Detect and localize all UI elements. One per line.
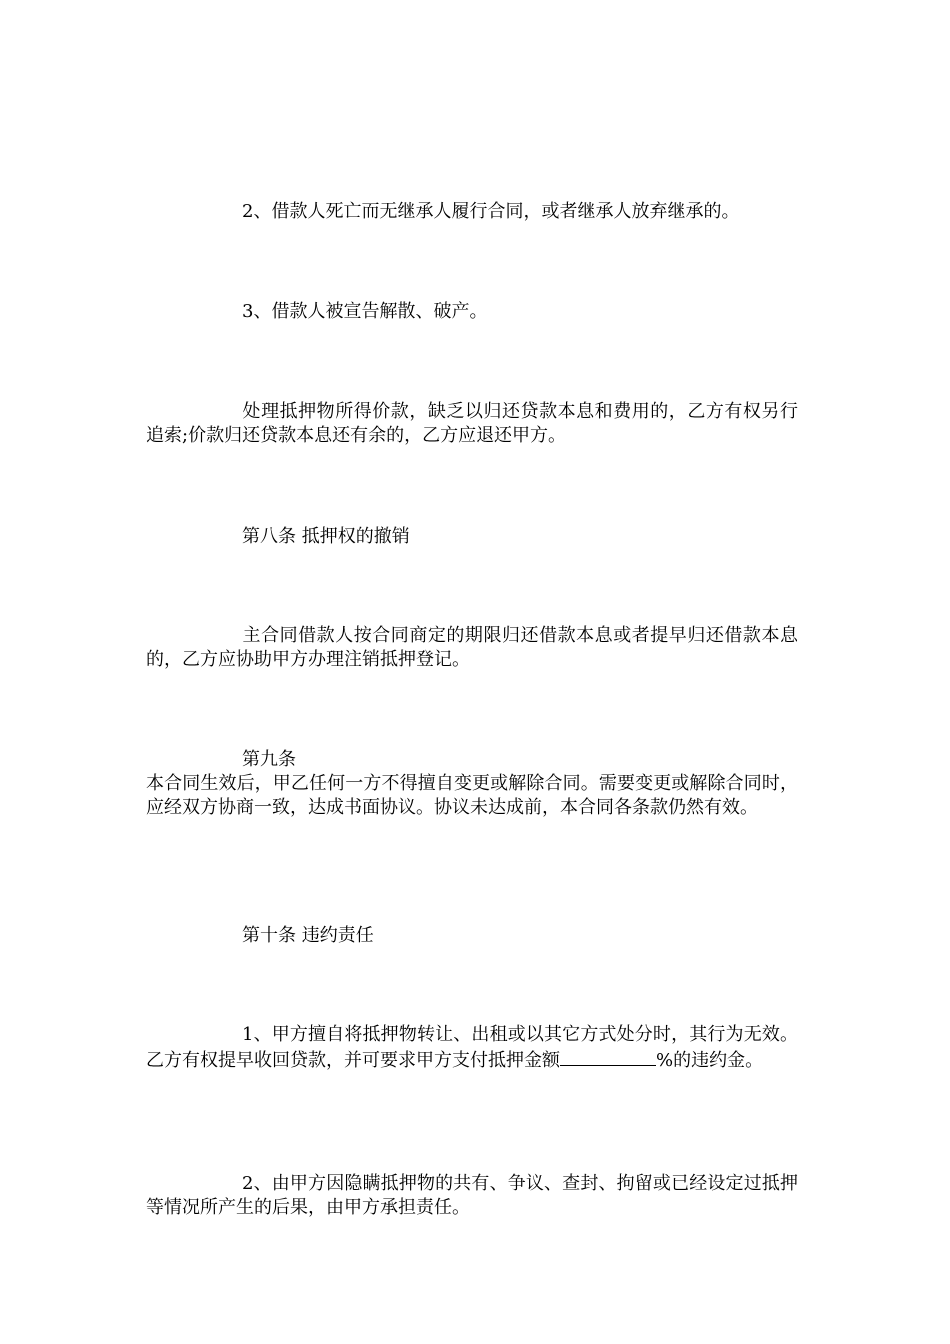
paragraph-dissolution: 3、借款人被宣告解散、破产。 (242, 301, 488, 322)
paragraph-concealment: 2、由甲方因隐瞒抵押物的共有、争议、查封、拘留或已经设定过抵押等情况所产生的后果，由甲方承担责任。 (146, 1173, 798, 1218)
paragraph-cancel-registration: 主合同借款人按合同商定的期限归还借款本息或者提早归还借款本息的，乙方应协助甲方办理注销抵押登记。 (146, 625, 798, 670)
paragraph-contract-change: 本合同生效后，甲乙任何一方不得擅自变更或解除合同。需要变更或解除合同时，应经双方协商一致，达成书面协议。协议未达成前，本合同各条款仍然有效。 (146, 773, 798, 818)
paragraph-breach-transfer: 1、甲方擅自将抵押物转让、出租或以其它方式处分时，其行为无效。乙方有权提早收回贷款，并可要求甲方支付抵押金额 %的违约金。 (146, 1024, 798, 1071)
paragraph-proceeds: 处理抵押物所得价款，缺乏以归还贷款本息和费用的，乙方有权另行追索;价款归还贷款本息还有余的，乙方应退还甲方。 (146, 401, 798, 446)
article-9-heading: 第九条 (242, 749, 296, 770)
article-8-heading: 第八条 抵押权的撤销 (242, 526, 410, 547)
paragraph-heir: 2、借款人死亡而无继承人履行合同，或者继承人放弃继承的。 (242, 201, 740, 222)
article-10-heading: 第十条 违约责任 (242, 925, 374, 946)
penalty-percentage-blank (560, 1047, 656, 1066)
